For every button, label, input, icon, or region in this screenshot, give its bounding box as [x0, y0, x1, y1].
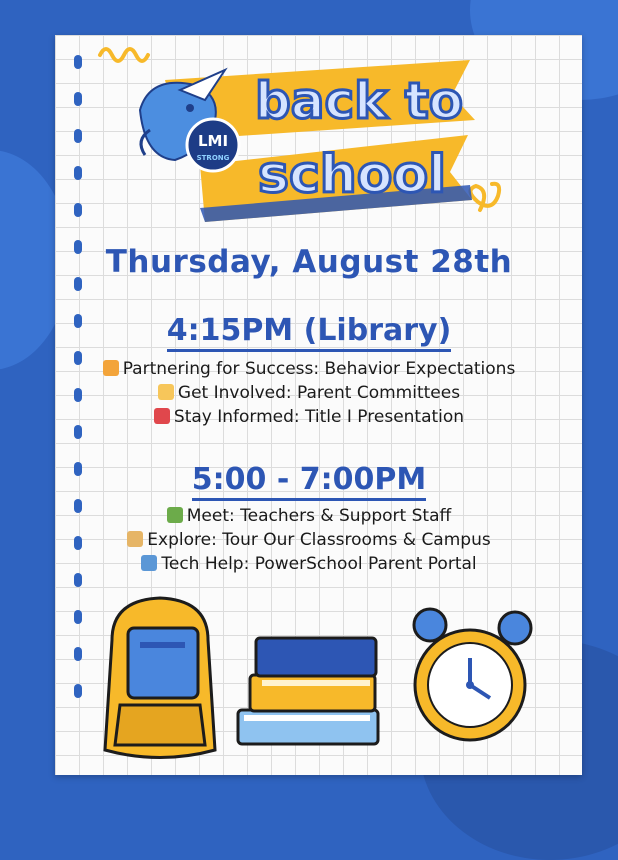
squiggle-decoration-right: [470, 184, 499, 210]
backpack-icon: [105, 598, 215, 758]
handshake-icon: [158, 384, 174, 400]
school-building-icon: [127, 531, 143, 547]
header-banner: [0, 0, 618, 240]
session2-time: 5:00 - 7:00PM: [0, 462, 618, 497]
session2-item: Explore: Tour Our Classrooms & Campus: [0, 530, 618, 550]
books-stack-icon: [238, 638, 378, 744]
bottom-illustrations: [0, 580, 618, 800]
lmi-logo-badge: [187, 119, 239, 171]
title-back-to: back to: [255, 72, 464, 130]
svg-text:LMI: LMI: [197, 132, 229, 150]
session1-item: Get Involved: Parent Committees: [0, 383, 618, 403]
event-date: Thursday, August 28th: [105, 244, 513, 280]
laptop-icon: [141, 555, 157, 571]
session1-item: Partnering for Success: Behavior Expectations: [0, 359, 618, 379]
people-icon: [103, 360, 119, 376]
session1-time: 4:15PM (Library): [0, 313, 618, 348]
svg-text:STRONG: STRONG: [196, 154, 230, 162]
teacher-icon: [167, 507, 183, 523]
title-school: school: [258, 145, 447, 205]
megaphone-icon: [154, 408, 170, 424]
session1-item: Stay Informed: Title I Presentation: [0, 407, 618, 427]
session2-item: Tech Help: PowerSchool Parent Portal: [0, 554, 618, 574]
squiggle-decoration-left: [100, 49, 148, 61]
session2-item: Meet: Teachers & Support Staff: [0, 506, 618, 526]
alarm-clock-icon: [414, 609, 531, 740]
